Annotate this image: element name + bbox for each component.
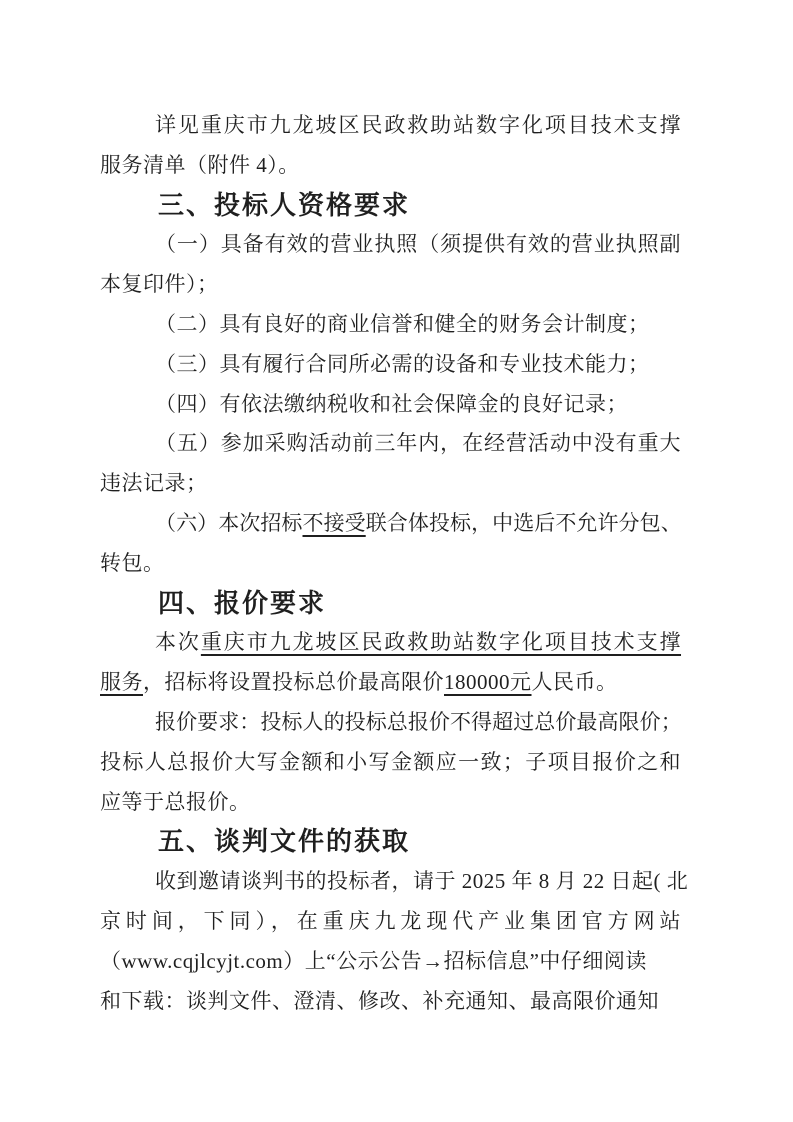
section-3-item-5-line-2 — [100, 464, 681, 504]
lead-paragraph-line-2 — [100, 146, 681, 186]
item-text: 转包。 — [100, 550, 165, 575]
section-5-line-2 — [100, 902, 681, 942]
document-body — [100, 106, 689, 1021]
section-3-item-6-line-1 — [100, 504, 681, 544]
section-4-price-line-2 — [100, 663, 681, 703]
section-3-item-6-line-2 — [100, 544, 681, 584]
section-5-line-1 — [100, 862, 689, 902]
underlined-text: 服务 — [100, 670, 143, 695]
para-text: 投标人总报价大写金额和小写金额应一致；子项目报价之和 — [100, 749, 681, 774]
item-text: 联合体投标，中选后不允许分包、 — [365, 510, 682, 535]
section-3-heading — [100, 186, 681, 226]
underlined-text: 不接受 — [302, 510, 366, 535]
section-5-line-3 — [100, 942, 681, 982]
section-5-line-4 — [100, 982, 681, 1022]
item-text: 本复印件）； — [100, 272, 219, 297]
heading-text: 四、报价要求 — [158, 587, 327, 618]
item-text: （四）有依法缴纳税收和社会保障金的良好记录； — [155, 391, 628, 416]
item-text: （六）本次招标 — [155, 510, 303, 535]
para-text: ，招标将设置投标总价最高限价 — [143, 670, 444, 695]
lead-text: 详见重庆市九龙坡区民政救助站数字化项目技术支撑 — [155, 113, 681, 137]
section-4-quote-line-2 — [100, 743, 681, 783]
section-3-item-1-line-2 — [100, 265, 681, 305]
item-text: （一）具备有效的营业执照（须提供有效的营业执照副 — [155, 232, 681, 257]
para-text-with-url: （www.cqjlcyjt.com）上“公示公告→招标信息”中仔细阅读 — [100, 948, 647, 973]
item-text: （二）具有良好的商业信誉和健全的财务会计制度； — [155, 311, 650, 336]
para-text: 人民币。 — [531, 670, 618, 695]
section-3-item-4 — [100, 385, 681, 425]
lead-text: 服务清单（附件 4）。 — [100, 152, 300, 177]
para-text: 和下载：谈判文件、澄清、修改、补充通知、最高限价通知 — [100, 988, 659, 1013]
section-3-item-2 — [100, 305, 681, 345]
underlined-max-price: 180000元 — [444, 670, 532, 695]
item-text: （五）参加采购活动前三年内，在经营活动中没有重大 — [155, 431, 681, 456]
section-4-quote-line-3 — [100, 783, 681, 823]
section-3-item-5-line-1 — [100, 424, 681, 464]
item-text: 违法记录； — [100, 471, 208, 496]
section-3-item-1-line-1 — [100, 225, 681, 265]
para-text: 收到邀请谈判书的投标者，请于 2025 年 8 月 22 日起( 北 — [155, 869, 689, 894]
section-4-quote-line-1 — [100, 703, 681, 743]
para-text: 京时间，下同），在重庆九龙现代产业集团官方网站 — [100, 908, 681, 933]
heading-text: 三、投标人资格要求 — [158, 189, 411, 220]
para-text: 报价要求：投标人的投标总报价不得超过总价最高限价； — [155, 709, 681, 734]
item-text: （三）具有履行合同所必需的设备和专业技术能力； — [155, 351, 650, 376]
section-4-heading — [100, 584, 681, 624]
section-5-heading — [100, 822, 681, 862]
section-3-item-3 — [100, 345, 681, 385]
heading-text: 五、谈判文件的获取 — [158, 826, 411, 857]
para-text: 应等于总报价。 — [100, 789, 251, 814]
lead-paragraph-line-1 — [100, 106, 681, 146]
underlined-project-name: 重庆市九龙坡区民政救助站数字化项目技术支撑 — [200, 630, 682, 655]
para-text: 本次 — [155, 630, 201, 655]
section-4-price-line-1 — [100, 623, 681, 663]
